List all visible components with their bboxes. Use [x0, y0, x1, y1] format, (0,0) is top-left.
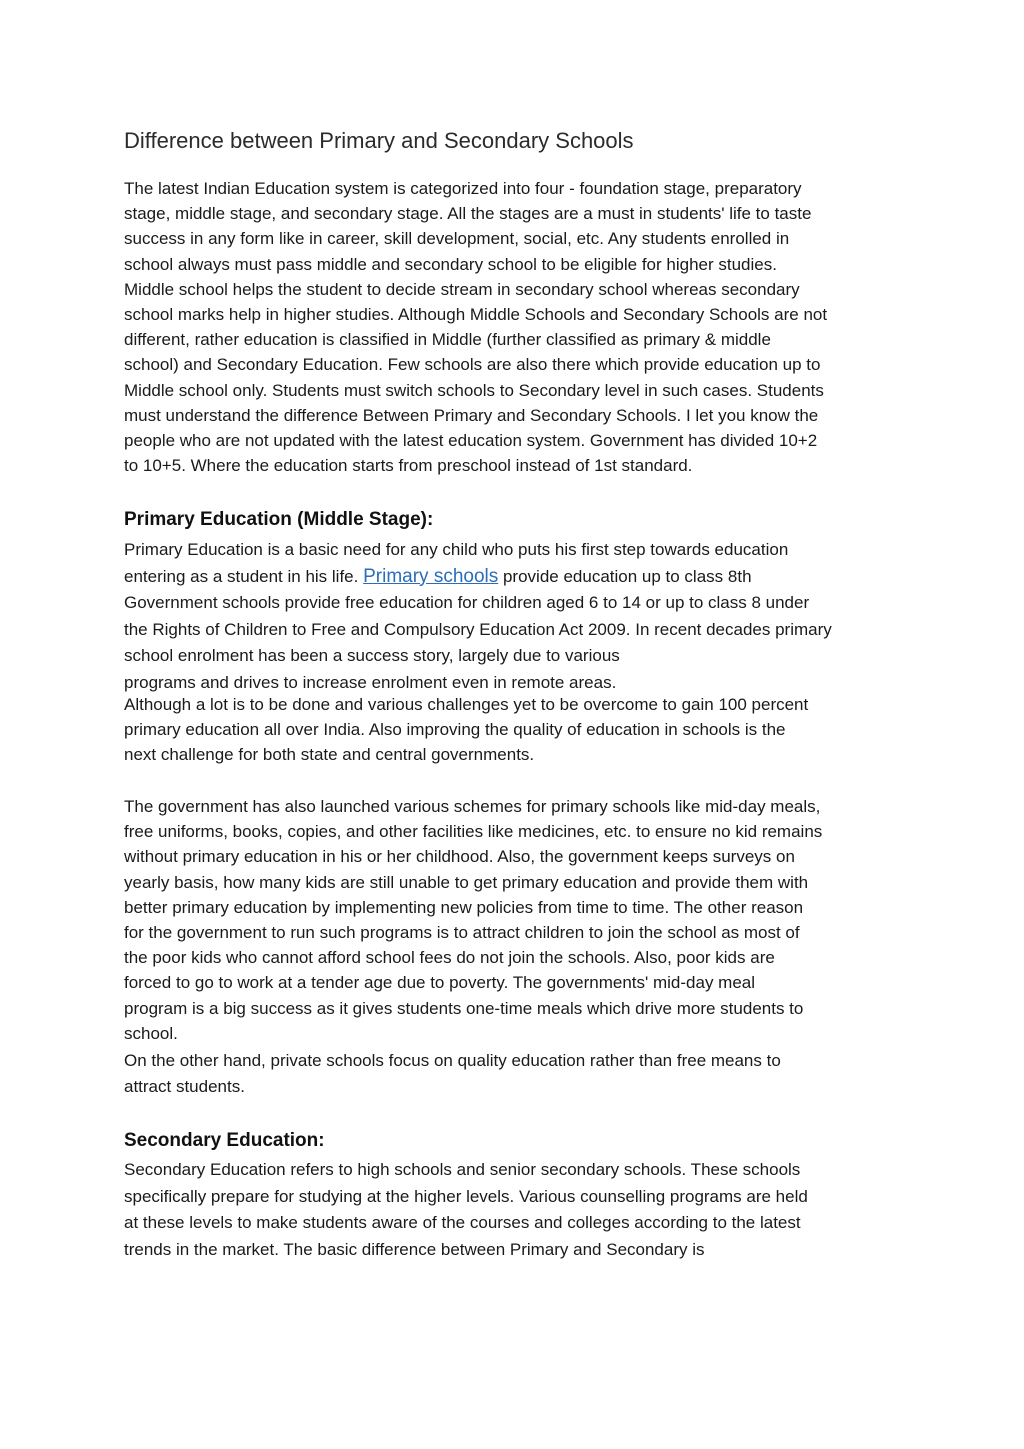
text-line: better primary education by implementing new policies from time to time. The other reason	[124, 897, 804, 917]
text-line: school enrolment has been a success story, largely due to various	[124, 646, 620, 665]
text-line: program is a big success as it gives students one-time meals which drive more students to	[124, 998, 804, 1018]
primary-paragraph-1	[124, 537, 904, 696]
secondary-paragraph-1	[124, 1157, 904, 1263]
text-line: Although a lot is to be done and various challenges yet to be overcome to gain 100 percent	[124, 695, 809, 714]
text-line: Secondary Education refers to high schools and senior secondary schools. These schools	[124, 1160, 801, 1179]
text-line: primary education all over India. Also improving the quality of education in schools is the	[124, 720, 786, 740]
text-line: yearly basis, how many kids are still unable to get primary education and provide them with	[124, 872, 809, 892]
text-line: school always must pass middle and secondary school to be eligible for higher studies.	[124, 254, 777, 274]
text-line: Primary Education is a basic need for any child who puts his first step towards education	[124, 540, 789, 559]
page-title: Difference between Primary and Secondary Schools	[124, 128, 634, 153]
text-line: trends in the market. The basic difference between Primary and Secondary is	[124, 1239, 705, 1259]
text-line: the Rights of Children to Free and Compulsory Education Act 2009. In recent decades primary	[124, 619, 832, 639]
text-line: must understand the difference Between Primary and Secondary Schools. I let you know the	[124, 405, 819, 425]
text-line: The latest Indian Education system is categorized into four - foundation stage, preparatory	[124, 179, 802, 198]
text-line: at these levels to make students aware of the courses and colleges according to the latest	[124, 1213, 801, 1233]
primary-education-heading: Primary Education (Middle Stage):	[124, 509, 434, 530]
text-line: On the other hand, private schools focus on quality education rather than free means to	[124, 1051, 781, 1070]
text-line: to 10+5. Where the education starts from preschool instead of 1st standard.	[124, 456, 693, 476]
secondary-education-heading: Secondary Education:	[124, 1130, 325, 1151]
primary-paragraph-4	[124, 1048, 904, 1100]
text-line: attract students.	[124, 1077, 245, 1096]
primary-paragraph-2	[124, 692, 904, 768]
text-line: for the government to run such programs is to attract children to join the school as most of	[124, 923, 800, 943]
text-line: the poor kids who cannot afford school fees do not join the schools. Also, poor kids are	[124, 948, 775, 968]
text-fragment: entering as a student in his life.	[124, 566, 364, 586]
text-line: next challenge for both state and central governments.	[124, 745, 535, 765]
primary-paragraph-3	[124, 794, 904, 1046]
text-line: Middle school helps the student to decide stream in secondary school whereas secondary	[124, 279, 800, 299]
text-line: Middle school only. Students must switch schools to Secondary level in such cases. Students	[124, 380, 824, 400]
text-line: specifically prepare for studying at the higher levels. Various counselling programs are held	[124, 1186, 808, 1206]
text-line: success in any form like in career, skill development, social, etc. Any students enrolled in	[124, 229, 790, 249]
text-line: people who are not updated with the latest education system. Government has divided 10+2	[124, 431, 818, 451]
text-line: without primary education in his or her childhood. Also, the government keeps surveys on	[124, 847, 795, 867]
text-line: school marks help in higher studies. Although Middle Schools and Secondary Schools are not	[124, 305, 828, 325]
text-fragment: provide education up to class 8th	[498, 566, 752, 586]
text-line: school) and Secondary Education. Few schools are also there which provide education up to	[124, 355, 821, 375]
intro-paragraph	[124, 176, 904, 478]
text-line-with-link	[124, 564, 904, 591]
text-line: free uniforms, books, copies, and other facilities like medicines, etc. to ensure no kid remains	[124, 822, 823, 842]
text-line: Government schools provide free education for children aged 6 to 14 or up to class 8 under	[124, 593, 810, 612]
text-line: programs and drives to increase enrolment even in remote areas.	[124, 672, 617, 692]
text-line: different, rather education is classified in Middle (further classified as primary & middle	[124, 330, 771, 350]
text-line: stage, middle stage, and secondary stage. All the stages are a must in students' life to taste	[124, 204, 812, 224]
primary-schools-link[interactable]: Primary schools	[363, 565, 499, 587]
text-line: school.	[124, 1023, 178, 1043]
text-line: forced to go to work at a tender age due to poverty. The governments' mid-day meal	[124, 973, 756, 993]
text-line: The government has also launched various schemes for primary schools like mid-day meals,	[124, 797, 821, 816]
